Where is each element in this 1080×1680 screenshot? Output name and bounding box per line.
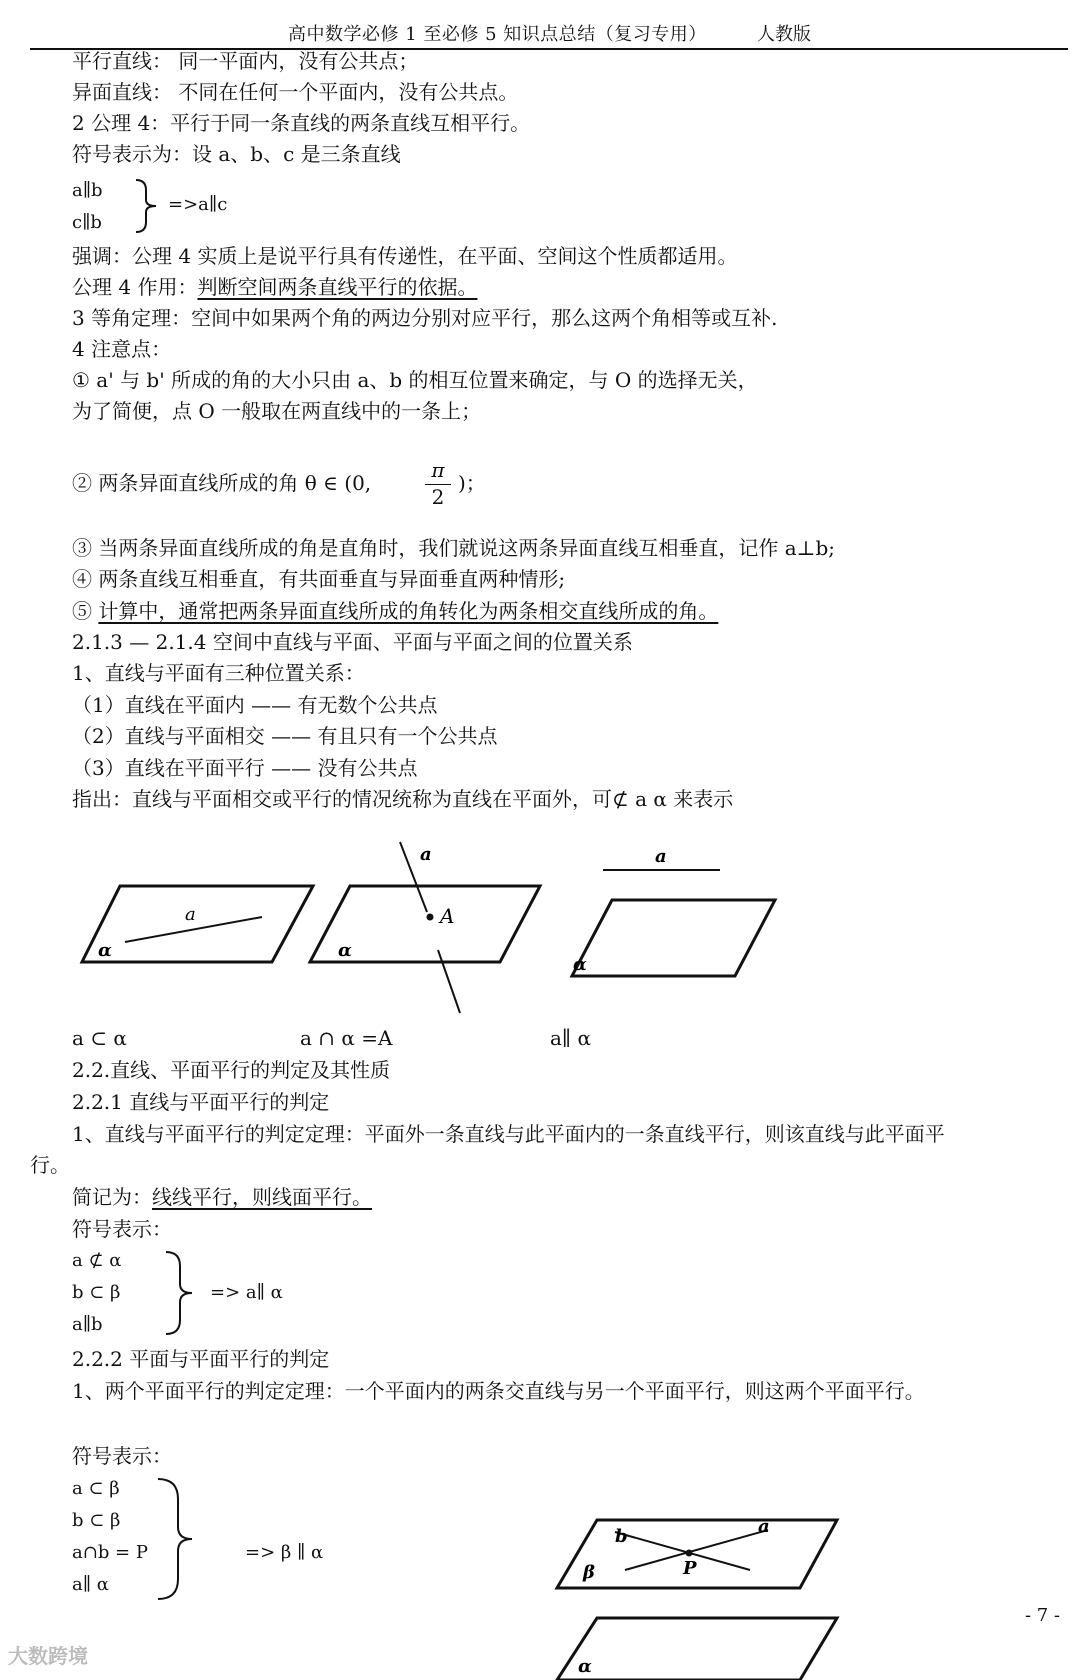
text-line: ④ 两条直线互相垂直，有共面垂直与异面垂直两种情形; [72, 567, 566, 591]
symbol-result: =>a∥c [168, 194, 228, 215]
label-beta: β [583, 1562, 595, 1583]
text-line: 行。 [30, 1153, 70, 1177]
text-line: （1）直线在平面内 —— 有无数个公共点 [72, 693, 438, 717]
text-line: 平行直线： 同一平面内，没有公共点； [72, 49, 419, 73]
figure-line-parallel-plane [572, 870, 775, 976]
text-line: 3 等角定理：空间中如果两个角的两边分别对应平行，那么这两个角相等或互补. [72, 306, 778, 330]
text-line: （2）直线与平面相交 —— 有且只有一个公共点 [72, 724, 498, 748]
label-a: a [185, 904, 196, 925]
figure-caption: a ⊂ α [72, 1026, 127, 1050]
symbol-premise: c∥b [72, 212, 102, 233]
text-line: 1、直线与平面有三种位置关系： [72, 661, 365, 685]
symbol-premise: a∥b [72, 1314, 103, 1335]
fraction-pi-over-2: π 2 [425, 458, 451, 511]
figure-line-in-plane [82, 886, 313, 962]
brace-icon [160, 1248, 200, 1338]
symbol-premise: a∩b = P [72, 1542, 148, 1563]
header-edition: 人教版 [757, 24, 811, 45]
figure-line-intersects-plane [310, 842, 540, 1013]
text-line: 4 注意点： [72, 337, 172, 361]
text-line: （3）直线在平面平行 —— 没有公共点 [72, 756, 418, 780]
section-heading: 2.2.1 直线与平面平行的判定 [72, 1090, 330, 1114]
label-alpha: α [338, 940, 352, 961]
text-line: 1、直线与平面平行的判定定理：平面外一条直线与此平面内的一条直线平行，则该直线与此平面平 [72, 1122, 945, 1146]
symbol-result: => β ∥ α [245, 1542, 324, 1563]
label-alpha: α [573, 954, 587, 975]
symbol-premise: a ⊂ β [72, 1478, 120, 1499]
section-heading: 2.1.3 — 2.1.4 空间中直线与平面、平面与平面之间的位置关系 [72, 630, 633, 654]
symbol-premise: a∥ α [72, 1574, 109, 1595]
text-line: )； [458, 471, 486, 495]
label-a: a [655, 846, 667, 867]
page-header [30, 18, 1068, 50]
page-number: - 7 - [1024, 1605, 1060, 1626]
text-line: 符号表示： [72, 1217, 172, 1241]
line-plane-figures [0, 820, 1080, 1020]
label-alpha: α [98, 940, 112, 961]
text-line: 简记为：线线平行，则线面平行。 [72, 1185, 372, 1209]
text-line: 为了简便，点 O 一般取在两直线中的一条上； [72, 399, 482, 423]
section-heading: 2.2.2 平面与平面平行的判定 [72, 1347, 330, 1371]
label-b: b [615, 1526, 628, 1547]
symbol-premise: b ⊂ β [72, 1282, 121, 1303]
symbol-premise: a ⊄ α [72, 1250, 122, 1271]
label-alpha: α [578, 1656, 592, 1677]
text-line: 2 公理 4：平行于同一条直线的两条直线互相平行。 [72, 111, 531, 135]
label-A: A [440, 904, 455, 928]
symbol-premise: b ⊂ β [72, 1510, 121, 1531]
symbol-result: => a∥ α [210, 1282, 283, 1303]
text-line: 符号表示为：设 a、b、c 是三条直线 [72, 142, 401, 166]
label-P: P [683, 1558, 697, 1579]
text-line: ③ 当两条异面直线所成的角是直角时，我们就说这两条异面直线互相垂直，记作 a⊥b; [72, 536, 835, 560]
text-line: 异面直线： 不同在任何一个平面内，没有公共点。 [72, 80, 519, 104]
parallel-planes-figure [0, 1500, 1080, 1680]
label-a: a [420, 844, 432, 865]
text-line: 公理 4 作用：判断空间两条直线平行的依据。 [72, 275, 478, 299]
text-line: ② 两条异面直线所成的角 θ ∈ (0, [72, 471, 372, 495]
text-line: 符号表示： [72, 1444, 172, 1468]
header-title: 高中数学必修 1 至必修 5 知识点总结（复习专用） [288, 24, 707, 45]
symbol-premise: a∥b [72, 180, 103, 201]
label-a: a [758, 1516, 770, 1537]
text-line: 1、两个平面平行的判定定理：一个平面内的两条交直线与另一个平面平行，则这两个平面平行。 [72, 1379, 925, 1403]
figure-caption: a ∩ α =A [300, 1026, 393, 1050]
text-line: 强调：公理 4 实质上是说平行具有传递性，在平面、空间这个性质都适用。 [72, 244, 738, 268]
watermark-logo: 大数跨境 [8, 1644, 88, 1668]
brace-icon [132, 176, 162, 236]
text-line: ⑤ 计算中，通常把两条异面直线所成的角转化为两条相交直线所成的角。 [72, 599, 719, 623]
text-line: ① a' 与 b' 所成的角的大小只由 a、b 的相互位置来确定，与 O 的选择无关， [72, 368, 758, 392]
figure-caption: a∥ α [550, 1026, 592, 1050]
section-heading: 2.2.直线、平面平行的判定及其性质 [72, 1058, 391, 1082]
text-line: 指出：直线与平面相交或平行的情况统称为直线在平面外，可⊄ a α 来表示 [72, 787, 734, 811]
